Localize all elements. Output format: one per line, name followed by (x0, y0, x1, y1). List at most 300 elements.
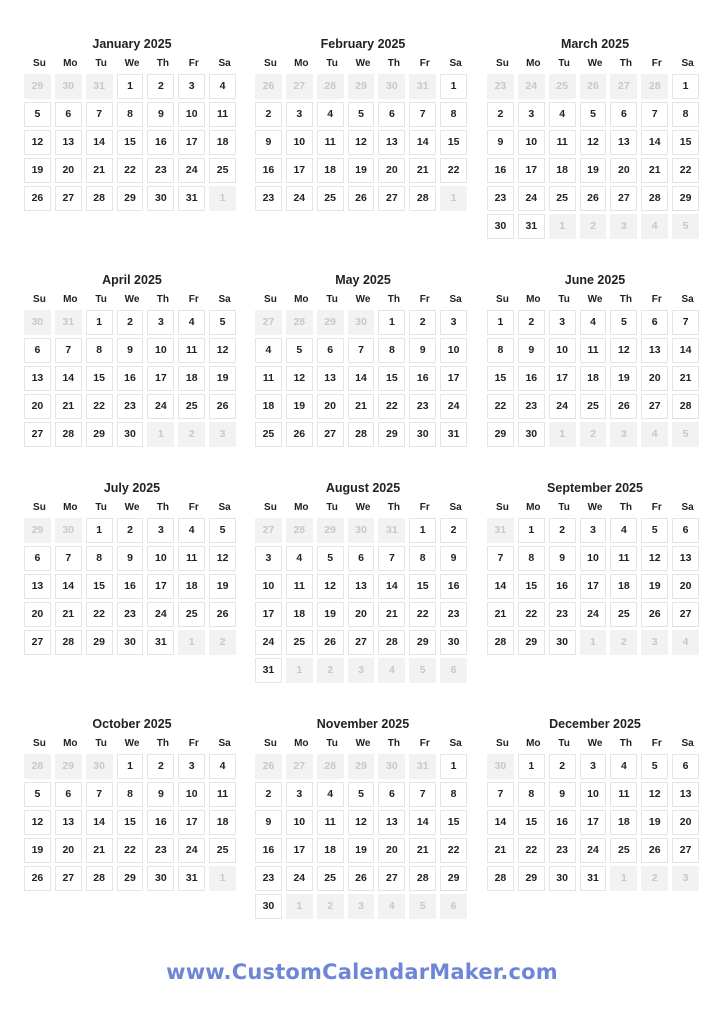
day-cell: 23 (255, 866, 282, 891)
day-cell-other-month: 1 (147, 422, 174, 447)
week-row (24, 74, 240, 99)
weekday-label: Tu (558, 738, 570, 749)
day-cell: 29 (117, 186, 144, 211)
day-cell: 20 (55, 838, 82, 863)
day-cell-other-month: 1 (549, 214, 576, 239)
day-cell: 31 (440, 422, 467, 447)
weekday-label: Sa (449, 502, 462, 513)
day-cell: 14 (86, 130, 113, 155)
week-row (255, 754, 471, 779)
weekday-label: We (355, 58, 371, 69)
day-cell: 20 (610, 158, 637, 183)
day-cell: 5 (580, 102, 607, 127)
weekday-label: Fr (419, 294, 430, 305)
month-title: October 2025 (92, 717, 172, 731)
month-title: November 2025 (316, 717, 410, 731)
day-cell: 7 (348, 338, 375, 363)
week-row (487, 310, 703, 335)
weekday-label: Tu (326, 738, 338, 749)
day-cell-other-month: 31 (86, 74, 113, 99)
day-cell: 2 (117, 310, 144, 335)
day-cell: 6 (348, 546, 375, 571)
day-cell: 17 (549, 366, 576, 391)
weekday-label: Th (156, 738, 169, 749)
day-cell: 23 (518, 394, 545, 419)
week-row (24, 546, 240, 571)
day-cell: 8 (487, 338, 514, 363)
week-row (255, 894, 471, 919)
week-row (255, 422, 471, 447)
day-cell: 9 (255, 810, 282, 835)
weekday-label: Tu (326, 294, 338, 305)
day-cell: 25 (178, 602, 205, 627)
day-cell: 2 (440, 518, 467, 543)
day-cell: 18 (549, 158, 576, 183)
day-cell: 26 (641, 838, 668, 863)
day-cell: 10 (286, 810, 313, 835)
month-title: May 2025 (335, 273, 391, 287)
day-cell: 21 (487, 838, 514, 863)
day-cell: 27 (24, 630, 51, 655)
month-january (24, 36, 240, 214)
day-cell: 27 (641, 394, 668, 419)
day-cell: 6 (378, 102, 405, 127)
day-cell: 13 (672, 782, 699, 807)
day-cell-other-month: 30 (487, 754, 514, 779)
day-cell: 30 (117, 630, 144, 655)
day-cell: 21 (378, 602, 405, 627)
day-cell: 4 (549, 102, 576, 127)
day-cell: 7 (409, 102, 436, 127)
day-cell: 18 (286, 602, 313, 627)
week-row (487, 838, 703, 863)
day-cell: 15 (672, 130, 699, 155)
day-cell: 28 (641, 186, 668, 211)
week-row (24, 186, 240, 211)
week-row (487, 630, 703, 655)
day-cell: 7 (641, 102, 668, 127)
day-cell: 8 (86, 338, 113, 363)
week-row (24, 394, 240, 419)
day-cell-other-month: 26 (580, 74, 607, 99)
day-cell: 6 (672, 518, 699, 543)
day-cell: 27 (317, 422, 344, 447)
day-cell: 14 (86, 810, 113, 835)
weekday-header (24, 736, 240, 752)
day-cell: 17 (286, 838, 313, 863)
day-cell: 17 (147, 574, 174, 599)
day-cell: 27 (55, 866, 82, 891)
day-cell: 19 (580, 158, 607, 183)
weekday-header (24, 56, 240, 72)
day-cell: 26 (24, 186, 51, 211)
month-july (24, 480, 240, 658)
week-row (487, 74, 703, 99)
weekday-label: Fr (188, 58, 199, 69)
week-row (255, 338, 471, 363)
day-cell-other-month: 29 (317, 310, 344, 335)
day-cell-other-month: 31 (409, 754, 436, 779)
weekday-label: Fr (651, 58, 662, 69)
day-cell: 3 (286, 782, 313, 807)
day-cell: 15 (409, 574, 436, 599)
day-cell: 3 (147, 310, 174, 335)
day-cell: 14 (55, 574, 82, 599)
day-cell: 14 (348, 366, 375, 391)
day-cell: 11 (209, 102, 236, 127)
day-cell: 19 (24, 158, 51, 183)
day-cell: 12 (641, 782, 668, 807)
day-cell-other-month: 1 (610, 866, 637, 891)
day-cell-other-month: 5 (409, 658, 436, 683)
week-row (487, 602, 703, 627)
day-cell: 13 (378, 810, 405, 835)
day-cell: 20 (378, 158, 405, 183)
day-cell: 8 (518, 546, 545, 571)
day-cell: 22 (518, 838, 545, 863)
day-cell: 29 (86, 630, 113, 655)
day-cell: 10 (255, 574, 282, 599)
day-cell: 12 (24, 130, 51, 155)
day-cell: 30 (147, 866, 174, 891)
day-cell: 21 (55, 602, 82, 627)
day-cell: 2 (409, 310, 436, 335)
day-cell: 5 (209, 310, 236, 335)
day-cell: 20 (672, 574, 699, 599)
weekday-label: Su (264, 58, 277, 69)
day-cell-other-month: 25 (549, 74, 576, 99)
weekday-label: Mo (294, 502, 309, 513)
week-row (24, 422, 240, 447)
day-cell: 18 (209, 130, 236, 155)
day-cell: 8 (672, 102, 699, 127)
day-cell: 28 (409, 186, 436, 211)
day-cell: 7 (409, 782, 436, 807)
day-cell: 21 (409, 158, 436, 183)
day-cell-other-month: 1 (286, 894, 313, 919)
weeks-grid (24, 74, 240, 214)
day-cell: 26 (209, 602, 236, 627)
day-cell: 3 (580, 518, 607, 543)
day-cell: 26 (580, 186, 607, 211)
day-cell: 3 (178, 754, 205, 779)
day-cell: 13 (641, 338, 668, 363)
day-cell-other-month: 27 (255, 518, 282, 543)
week-row (255, 574, 471, 599)
day-cell: 10 (440, 338, 467, 363)
day-cell: 6 (24, 546, 51, 571)
weekday-label: Sa (681, 58, 694, 69)
month-title: June 2025 (564, 273, 626, 287)
day-cell: 25 (255, 422, 282, 447)
day-cell: 27 (378, 186, 405, 211)
day-cell: 12 (641, 546, 668, 571)
website-footer-link[interactable]: www.CustomCalendarMaker.com (166, 960, 558, 984)
day-cell: 30 (255, 894, 282, 919)
day-cell-other-month: 28 (641, 74, 668, 99)
day-cell: 12 (209, 338, 236, 363)
week-row (24, 130, 240, 155)
day-cell: 15 (518, 574, 545, 599)
day-cell: 10 (549, 338, 576, 363)
day-cell: 4 (610, 518, 637, 543)
day-cell: 14 (641, 130, 668, 155)
weekday-header (487, 292, 703, 308)
day-cell: 11 (317, 810, 344, 835)
weekday-label: We (124, 294, 140, 305)
day-cell: 5 (209, 518, 236, 543)
day-cell: 27 (378, 866, 405, 891)
day-cell: 1 (86, 310, 113, 335)
week-row (487, 102, 703, 127)
day-cell-other-month: 4 (641, 422, 668, 447)
day-cell-other-month: 28 (286, 518, 313, 543)
day-cell: 19 (641, 810, 668, 835)
weekday-label: We (124, 738, 140, 749)
day-cell-other-month: 1 (286, 658, 313, 683)
day-cell: 2 (487, 102, 514, 127)
day-cell-other-month: 1 (440, 186, 467, 211)
day-cell-other-month: 30 (378, 754, 405, 779)
weekday-label: We (355, 502, 371, 513)
day-cell: 15 (117, 130, 144, 155)
day-cell: 5 (348, 782, 375, 807)
day-cell: 12 (348, 130, 375, 155)
day-cell: 2 (117, 518, 144, 543)
day-cell: 13 (24, 366, 51, 391)
weekday-label: Su (264, 502, 277, 513)
day-cell-other-month: 5 (672, 422, 699, 447)
day-cell: 21 (409, 838, 436, 863)
day-cell: 30 (440, 630, 467, 655)
day-cell: 6 (55, 102, 82, 127)
weekday-header (255, 500, 471, 516)
day-cell-other-month: 27 (286, 754, 313, 779)
weekday-label: Fr (651, 294, 662, 305)
weekday-label: Mo (63, 502, 78, 513)
week-row (487, 754, 703, 779)
day-cell: 18 (255, 394, 282, 419)
day-cell: 11 (580, 338, 607, 363)
day-cell-other-month: 6 (440, 894, 467, 919)
day-cell: 10 (286, 130, 313, 155)
day-cell: 4 (209, 754, 236, 779)
day-cell: 18 (610, 810, 637, 835)
day-cell-other-month: 3 (672, 866, 699, 891)
day-cell: 10 (147, 338, 174, 363)
day-cell-other-month: 29 (24, 518, 51, 543)
day-cell: 28 (487, 866, 514, 891)
week-row (487, 130, 703, 155)
day-cell-other-month: 30 (86, 754, 113, 779)
day-cell: 30 (549, 630, 576, 655)
weekday-label: Sa (681, 738, 694, 749)
week-row (24, 630, 240, 655)
day-cell: 5 (641, 518, 668, 543)
day-cell: 25 (549, 186, 576, 211)
day-cell: 6 (24, 338, 51, 363)
day-cell: 23 (147, 158, 174, 183)
day-cell: 11 (209, 782, 236, 807)
week-row (255, 810, 471, 835)
day-cell: 18 (209, 810, 236, 835)
week-row (487, 546, 703, 571)
day-cell: 22 (409, 602, 436, 627)
weekday-label: Fr (188, 502, 199, 513)
day-cell: 21 (641, 158, 668, 183)
weeks-grid (24, 754, 240, 894)
day-cell: 13 (55, 130, 82, 155)
day-cell: 17 (178, 810, 205, 835)
day-cell-other-month: 27 (610, 74, 637, 99)
weekday-label: Mo (294, 58, 309, 69)
day-cell: 2 (147, 74, 174, 99)
day-cell: 13 (55, 810, 82, 835)
day-cell-other-month: 29 (348, 754, 375, 779)
day-cell: 17 (518, 158, 545, 183)
weekday-label: We (587, 294, 603, 305)
day-cell: 15 (518, 810, 545, 835)
week-row (255, 602, 471, 627)
weekday-label: Su (33, 294, 46, 305)
weekday-label: Sa (218, 738, 231, 749)
weekday-label: Su (496, 502, 509, 513)
weekday-label: Su (496, 738, 509, 749)
day-cell: 1 (117, 74, 144, 99)
weekday-header (24, 500, 240, 516)
day-cell: 15 (117, 810, 144, 835)
day-cell: 19 (209, 366, 236, 391)
day-cell: 22 (440, 838, 467, 863)
day-cell: 24 (178, 838, 205, 863)
day-cell: 20 (348, 602, 375, 627)
day-cell: 9 (440, 546, 467, 571)
month-november (255, 716, 471, 922)
day-cell: 28 (672, 394, 699, 419)
day-cell: 17 (147, 366, 174, 391)
day-cell: 26 (317, 630, 344, 655)
day-cell: 13 (317, 366, 344, 391)
month-may (255, 272, 471, 450)
week-row (24, 754, 240, 779)
weekday-label: We (124, 502, 140, 513)
day-cell: 20 (24, 602, 51, 627)
week-row (24, 366, 240, 391)
day-cell: 19 (348, 158, 375, 183)
day-cell: 2 (255, 102, 282, 127)
day-cell: 7 (86, 102, 113, 127)
day-cell: 29 (518, 630, 545, 655)
week-row (487, 214, 703, 239)
day-cell: 21 (86, 838, 113, 863)
day-cell: 12 (286, 366, 313, 391)
day-cell-other-month: 3 (641, 630, 668, 655)
week-row (24, 866, 240, 891)
weekday-label: Tu (558, 58, 570, 69)
day-cell: 7 (55, 338, 82, 363)
day-cell: 20 (317, 394, 344, 419)
day-cell: 7 (86, 782, 113, 807)
day-cell: 2 (147, 754, 174, 779)
day-cell: 16 (117, 366, 144, 391)
day-cell-other-month: 5 (409, 894, 436, 919)
day-cell: 1 (672, 74, 699, 99)
day-cell: 15 (440, 810, 467, 835)
week-row (487, 394, 703, 419)
weeks-grid (255, 74, 471, 214)
day-cell: 31 (178, 186, 205, 211)
day-cell: 18 (178, 366, 205, 391)
day-cell: 6 (610, 102, 637, 127)
day-cell: 24 (147, 602, 174, 627)
weekday-label: Su (33, 502, 46, 513)
day-cell-other-month: 1 (580, 630, 607, 655)
week-row (255, 366, 471, 391)
week-row (24, 102, 240, 127)
weekday-label: Sa (681, 502, 694, 513)
weekday-label: Th (619, 502, 632, 513)
day-cell: 22 (86, 602, 113, 627)
month-october (24, 716, 240, 894)
weeks-grid (487, 74, 703, 242)
day-cell: 25 (580, 394, 607, 419)
day-cell: 25 (610, 602, 637, 627)
day-cell: 13 (348, 574, 375, 599)
weekday-header (255, 736, 471, 752)
day-cell: 2 (549, 754, 576, 779)
day-cell-other-month: 2 (178, 422, 205, 447)
day-cell: 23 (255, 186, 282, 211)
day-cell: 26 (286, 422, 313, 447)
day-cell: 31 (178, 866, 205, 891)
weekday-label: Th (619, 294, 632, 305)
day-cell: 30 (549, 866, 576, 891)
day-cell: 3 (147, 518, 174, 543)
day-cell: 6 (55, 782, 82, 807)
day-cell: 12 (610, 338, 637, 363)
day-cell: 3 (255, 546, 282, 571)
day-cell: 24 (580, 602, 607, 627)
day-cell: 21 (86, 158, 113, 183)
day-cell: 5 (348, 102, 375, 127)
day-cell: 29 (117, 866, 144, 891)
week-row (487, 782, 703, 807)
day-cell: 3 (178, 74, 205, 99)
day-cell: 13 (672, 546, 699, 571)
weeks-grid (487, 310, 703, 450)
weekday-label: Mo (294, 294, 309, 305)
day-cell: 18 (317, 158, 344, 183)
day-cell: 14 (672, 338, 699, 363)
day-cell-other-month: 31 (378, 518, 405, 543)
week-row (255, 74, 471, 99)
day-cell: 1 (378, 310, 405, 335)
day-cell-other-month: 29 (55, 754, 82, 779)
month-august (255, 480, 471, 686)
day-cell: 16 (518, 366, 545, 391)
weekday-label: Th (156, 502, 169, 513)
weekday-label: We (587, 58, 603, 69)
day-cell: 25 (178, 394, 205, 419)
weekday-label: Mo (63, 294, 78, 305)
day-cell: 10 (178, 102, 205, 127)
day-cell: 7 (487, 782, 514, 807)
day-cell: 2 (518, 310, 545, 335)
month-march (487, 36, 703, 242)
month-april (24, 272, 240, 450)
weekday-label: Mo (526, 738, 541, 749)
day-cell: 20 (55, 158, 82, 183)
